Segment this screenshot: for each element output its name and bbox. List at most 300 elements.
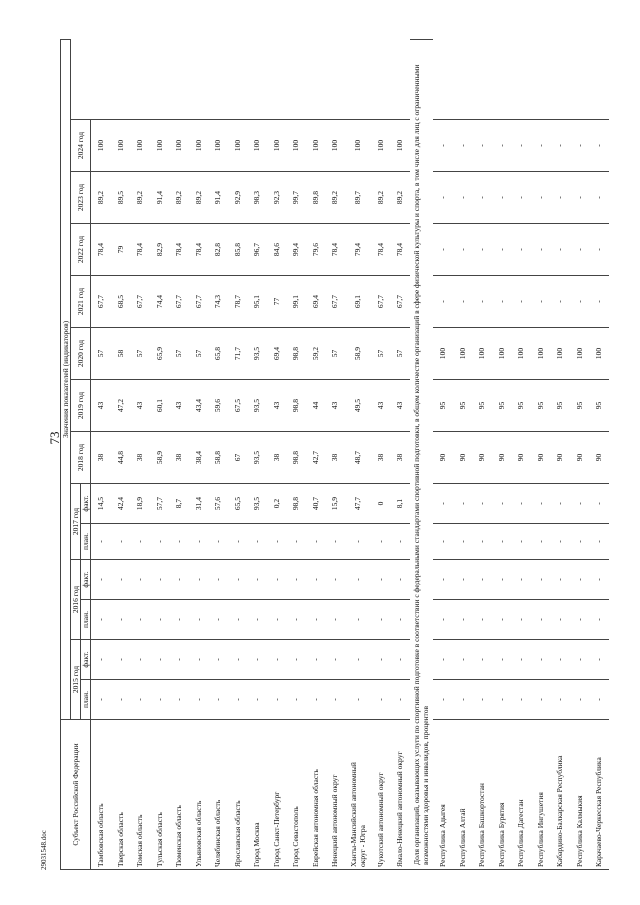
value-cell: 74,4 <box>150 276 170 328</box>
value-cell: 100 <box>111 120 131 172</box>
value-cell: - <box>589 120 609 172</box>
value-cell: - <box>531 640 551 680</box>
value-cell: - <box>247 600 267 640</box>
value-cell: - <box>570 224 590 276</box>
value-cell: - <box>492 524 512 560</box>
value-cell: - <box>390 600 410 640</box>
value-cell: - <box>570 172 590 224</box>
rotated-table-wrapper <box>60 40 604 870</box>
value-cell: 31,4 <box>189 484 209 524</box>
indicator-table <box>60 39 609 870</box>
value-cell: - <box>472 560 492 600</box>
value-cell: - <box>570 560 590 600</box>
value-cell: 92,3 <box>267 172 287 224</box>
value-cell: - <box>228 640 248 680</box>
plan-header: план. <box>81 600 91 640</box>
table-row <box>150 39 170 869</box>
value-cell: - <box>150 640 170 680</box>
value-cell: - <box>472 276 492 328</box>
value-cell: - <box>492 640 512 680</box>
value-cell: - <box>247 680 267 720</box>
value-cell: 82,8 <box>208 224 228 276</box>
table-row <box>433 39 453 869</box>
value-cell: 82,9 <box>150 224 170 276</box>
value-cell: 57 <box>169 328 189 380</box>
value-cell: - <box>306 560 326 600</box>
value-cell: 57 <box>189 328 209 380</box>
value-cell: - <box>531 524 551 560</box>
value-cell: - <box>111 640 131 680</box>
table-row <box>130 39 150 869</box>
table-row <box>492 39 512 869</box>
region-name-text: Ненецкий автономный округ <box>330 774 340 867</box>
value-cell: 95 <box>570 380 590 432</box>
region-name <box>453 720 473 870</box>
value-cell: 57 <box>130 328 150 380</box>
region-name-text: Республика Бурятия <box>496 802 506 867</box>
table-row <box>472 39 492 869</box>
value-cell: - <box>511 524 531 560</box>
value-cell: 90 <box>589 432 609 484</box>
value-cell: 95 <box>492 380 512 432</box>
value-cell: - <box>267 680 287 720</box>
value-cell: - <box>492 484 512 524</box>
year-header: 2024 год <box>71 120 91 172</box>
value-cell: - <box>453 560 473 600</box>
value-cell: - <box>111 560 131 600</box>
value-cell: - <box>208 560 228 600</box>
value-cell: - <box>550 120 570 172</box>
value-cell: - <box>150 680 170 720</box>
value-cell: - <box>169 524 189 560</box>
value-cell: - <box>550 560 570 600</box>
value-cell: 67,7 <box>189 276 209 328</box>
region-name <box>492 720 512 870</box>
value-cell: - <box>267 600 287 640</box>
value-cell: 15,9 <box>325 484 345 524</box>
region-name-text: Республика Калмыкия <box>574 795 584 867</box>
region-name-text: Тюменская область <box>174 805 184 867</box>
value-cell: - <box>325 640 345 680</box>
value-cell: - <box>511 680 531 720</box>
value-cell: 90 <box>550 432 570 484</box>
value-cell: - <box>472 600 492 640</box>
value-cell: 85,8 <box>228 224 248 276</box>
year-header: 2022 год <box>71 224 91 276</box>
fact-header: факт. <box>81 560 91 600</box>
region-name-text: Ярославская область <box>232 800 242 867</box>
table-row <box>570 39 590 869</box>
value-cell: 43 <box>371 380 391 432</box>
value-cell: - <box>433 224 453 276</box>
value-cell: 43 <box>91 380 111 432</box>
value-cell: - <box>169 680 189 720</box>
value-cell: - <box>511 224 531 276</box>
value-cell: - <box>433 120 453 172</box>
value-cell: - <box>390 524 410 560</box>
value-cell: - <box>325 600 345 640</box>
value-cell: - <box>531 276 551 328</box>
value-cell: - <box>433 484 453 524</box>
table-row <box>267 39 287 869</box>
value-cell: 96,7 <box>247 224 267 276</box>
value-cell: - <box>570 484 590 524</box>
year-header: 2021 год <box>71 276 91 328</box>
table-row <box>306 39 326 869</box>
value-cell: - <box>267 560 287 600</box>
value-cell: 77 <box>267 276 287 328</box>
value-cell: - <box>150 560 170 600</box>
value-cell: 67,7 <box>390 276 410 328</box>
value-cell: 47,2 <box>111 380 131 432</box>
value-cell: - <box>589 276 609 328</box>
value-cell: - <box>511 172 531 224</box>
value-cell: 100 <box>531 328 551 380</box>
value-cell: 93,5 <box>247 484 267 524</box>
value-cell: 0 <box>371 484 391 524</box>
value-cell: 57,6 <box>208 484 228 524</box>
value-cell: - <box>550 172 570 224</box>
value-cell: 78,7 <box>228 276 248 328</box>
value-cell: 95 <box>589 380 609 432</box>
value-cell: - <box>531 120 551 172</box>
value-cell: 90 <box>433 432 453 484</box>
year-header: 2017 год <box>71 484 81 560</box>
value-cell: 58 <box>111 328 131 380</box>
value-cell: 100 <box>371 120 391 172</box>
value-cell: 57 <box>325 328 345 380</box>
value-cell: 95 <box>472 380 492 432</box>
value-cell: 100 <box>91 120 111 172</box>
value-cell: 59,2 <box>306 328 326 380</box>
value-cell: - <box>208 640 228 680</box>
value-cell: - <box>189 524 209 560</box>
value-cell: 44,8 <box>111 432 131 484</box>
fact-header: факт. <box>81 640 91 680</box>
region-name <box>169 720 189 870</box>
region-name-text: Город Москва <box>252 822 262 867</box>
value-cell: 98,8 <box>286 328 306 380</box>
value-cell: 100 <box>325 120 345 172</box>
page-number: 73 <box>47 431 62 445</box>
region-name <box>511 720 531 870</box>
value-cell: 78,4 <box>189 224 209 276</box>
value-cell: - <box>453 484 473 524</box>
value-cell: - <box>433 524 453 560</box>
region-name <box>189 720 209 870</box>
table-row <box>589 39 609 869</box>
table-row <box>511 39 531 869</box>
indicators-header: Значения показателей (индикаторов) <box>61 39 71 719</box>
value-cell: 78,4 <box>169 224 189 276</box>
value-cell: 38 <box>390 432 410 484</box>
year-header: 2019 год <box>71 380 91 432</box>
year-header: 2023 год <box>71 172 91 224</box>
value-cell: 90 <box>511 432 531 484</box>
region-name <box>472 720 492 870</box>
value-cell: 95 <box>511 380 531 432</box>
value-cell: 58,8 <box>208 432 228 484</box>
value-cell: - <box>511 600 531 640</box>
region-name-text: Республика Адыгея <box>438 804 448 867</box>
value-cell: - <box>511 276 531 328</box>
value-cell: - <box>550 600 570 640</box>
fact-header: факт. <box>81 484 91 524</box>
region-name <box>208 720 228 870</box>
value-cell: 65,8 <box>208 328 228 380</box>
table-row <box>228 39 248 869</box>
value-cell: - <box>286 680 306 720</box>
value-cell: 69,1 <box>345 276 371 328</box>
table-row <box>247 39 267 869</box>
subject-header: Субъект Российской Федерации <box>61 720 91 870</box>
value-cell: - <box>345 600 371 640</box>
value-cell: 43 <box>390 380 410 432</box>
table-row <box>189 39 209 869</box>
value-cell: 100 <box>286 120 306 172</box>
value-cell: 90 <box>472 432 492 484</box>
region-name <box>325 720 345 870</box>
region-name-text: Ханты-Мансийский автономный <box>348 762 358 867</box>
value-cell: 57,7 <box>150 484 170 524</box>
value-cell: - <box>472 640 492 680</box>
value-cell: - <box>228 560 248 600</box>
value-cell: - <box>570 680 590 720</box>
region-name-text: Томская область <box>135 814 145 867</box>
value-cell: - <box>492 120 512 172</box>
table-body <box>91 39 609 869</box>
value-cell: 89,8 <box>306 172 326 224</box>
value-cell: 69,4 <box>306 276 326 328</box>
value-cell: - <box>228 524 248 560</box>
value-cell: - <box>345 640 371 680</box>
region-name-text: Ямало-Ненецкий автономный округ <box>395 751 405 867</box>
region-name-text: Карачаево-Черкесская Республика <box>594 757 604 867</box>
section-title: Доля организаций, оказывающих услуги по спортивной подготовке в соответствии с федеральными стандартами спортивной подготовки, в общем количестве организаций в сфере физической культуры и спорта, в том числе для лиц с ограниченными возможностями здоровья и инвалидов, процентов <box>410 39 434 869</box>
value-cell: - <box>345 524 371 560</box>
value-cell: 14,5 <box>91 484 111 524</box>
region-name-text: Челябинская область <box>213 799 223 867</box>
value-cell: 95 <box>433 380 453 432</box>
value-cell: - <box>550 680 570 720</box>
region-name <box>371 720 391 870</box>
value-cell: 92,9 <box>228 172 248 224</box>
value-cell: - <box>531 484 551 524</box>
value-cell: - <box>453 224 473 276</box>
region-name-text: Чукотский автономный округ <box>375 772 385 867</box>
value-cell: - <box>228 680 248 720</box>
value-cell: 90 <box>531 432 551 484</box>
value-cell: - <box>492 560 512 600</box>
value-cell: 78,4 <box>91 224 111 276</box>
value-cell: 93,5 <box>247 380 267 432</box>
table-row <box>111 39 131 869</box>
value-cell: 78,4 <box>325 224 345 276</box>
table-row <box>390 39 410 869</box>
value-cell: - <box>208 524 228 560</box>
value-cell: - <box>472 120 492 172</box>
value-cell: 8,7 <box>169 484 189 524</box>
value-cell: - <box>589 224 609 276</box>
value-cell: 89,5 <box>111 172 131 224</box>
value-cell: 43 <box>325 380 345 432</box>
value-cell: 95 <box>531 380 551 432</box>
value-cell: - <box>589 484 609 524</box>
value-cell: - <box>91 680 111 720</box>
value-cell: - <box>150 600 170 640</box>
region-name <box>130 720 150 870</box>
plan-header: план. <box>81 680 91 720</box>
value-cell: - <box>306 680 326 720</box>
table-row <box>550 39 570 869</box>
value-cell: - <box>492 276 512 328</box>
value-cell: 38 <box>267 432 287 484</box>
region-name-text: Республика Башкортостан <box>477 783 487 867</box>
region-name <box>570 720 590 870</box>
value-cell: 98,8 <box>286 380 306 432</box>
value-cell: - <box>247 560 267 600</box>
value-cell: 100 <box>267 120 287 172</box>
value-cell: - <box>267 524 287 560</box>
value-cell: - <box>371 560 391 600</box>
value-cell: 38,4 <box>189 432 209 484</box>
value-cell: - <box>453 172 473 224</box>
value-cell: 84,6 <box>267 224 287 276</box>
value-cell: - <box>325 680 345 720</box>
value-cell: 68,5 <box>111 276 131 328</box>
region-name <box>286 720 306 870</box>
value-cell: 67 <box>228 432 248 484</box>
value-cell: 91,4 <box>208 172 228 224</box>
region-name-text: Республика Ингушетия <box>535 792 545 867</box>
value-cell: 100 <box>169 120 189 172</box>
value-cell: 67,7 <box>169 276 189 328</box>
region-name <box>589 720 609 870</box>
value-cell: - <box>169 560 189 600</box>
value-cell: 44 <box>306 380 326 432</box>
value-cell: - <box>111 524 131 560</box>
value-cell: 48,7 <box>345 432 371 484</box>
value-cell: - <box>472 172 492 224</box>
value-cell: - <box>453 524 473 560</box>
value-cell: - <box>531 560 551 600</box>
value-cell: 65,9 <box>150 328 170 380</box>
value-cell: 100 <box>453 328 473 380</box>
value-cell: 95 <box>453 380 473 432</box>
value-cell: - <box>91 640 111 680</box>
value-cell: 40,7 <box>306 484 326 524</box>
value-cell: - <box>371 600 391 640</box>
value-cell: 100 <box>492 328 512 380</box>
value-cell: - <box>91 600 111 640</box>
section-row <box>410 39 434 869</box>
value-cell: - <box>306 524 326 560</box>
value-cell: - <box>433 172 453 224</box>
value-cell: 78,4 <box>130 224 150 276</box>
value-cell: 90 <box>453 432 473 484</box>
value-cell: - <box>286 640 306 680</box>
year-header: 2018 год <box>71 432 91 484</box>
value-cell: - <box>390 640 410 680</box>
value-cell: - <box>492 680 512 720</box>
region-name <box>433 720 453 870</box>
region-name-text: Город Санкт-Петербург <box>271 791 281 867</box>
value-cell: - <box>189 560 209 600</box>
value-cell: - <box>453 640 473 680</box>
value-cell: - <box>589 524 609 560</box>
value-cell: 67,7 <box>91 276 111 328</box>
table-row <box>531 39 551 869</box>
value-cell: 100 <box>306 120 326 172</box>
value-cell: - <box>267 640 287 680</box>
value-cell: 60,1 <box>150 380 170 432</box>
value-cell: - <box>208 600 228 640</box>
value-cell: - <box>371 680 391 720</box>
value-cell: 100 <box>130 120 150 172</box>
value-cell: 58,9 <box>150 432 170 484</box>
region-name <box>111 720 131 870</box>
value-cell: 100 <box>550 328 570 380</box>
value-cell: - <box>228 600 248 640</box>
region-name <box>390 720 410 870</box>
value-cell: - <box>247 524 267 560</box>
region-name-text: Тульская область <box>154 812 164 867</box>
value-cell: 38 <box>325 432 345 484</box>
value-cell: 100 <box>150 120 170 172</box>
value-cell: 100 <box>570 328 590 380</box>
value-cell: 89,2 <box>130 172 150 224</box>
value-cell: - <box>306 640 326 680</box>
value-cell: 93,5 <box>247 432 267 484</box>
value-cell: - <box>589 172 609 224</box>
value-cell: 91,4 <box>150 172 170 224</box>
value-cell: - <box>589 680 609 720</box>
footer-doc-id: 29031548.doc <box>40 830 48 870</box>
value-cell: - <box>130 524 150 560</box>
region-name-text: Город Севастополь <box>291 806 301 867</box>
value-cell: - <box>345 680 371 720</box>
region-name-text: Тамбовская область <box>96 803 106 867</box>
value-cell: 95 <box>550 380 570 432</box>
value-cell: 18,9 <box>130 484 150 524</box>
value-cell: 67,5 <box>228 380 248 432</box>
region-name <box>247 720 267 870</box>
value-cell: - <box>531 600 551 640</box>
value-cell: 98,8 <box>286 432 306 484</box>
value-cell: - <box>531 224 551 276</box>
value-cell: - <box>531 680 551 720</box>
value-cell: - <box>492 172 512 224</box>
value-cell: - <box>570 276 590 328</box>
table-header <box>61 39 91 869</box>
value-cell: - <box>453 276 473 328</box>
value-cell: - <box>286 600 306 640</box>
value-cell: - <box>511 640 531 680</box>
region-name <box>91 720 111 870</box>
value-cell: 71,7 <box>228 328 248 380</box>
value-cell: - <box>306 600 326 640</box>
value-cell: - <box>130 640 150 680</box>
value-cell: 43 <box>169 380 189 432</box>
value-cell: - <box>433 276 453 328</box>
value-cell: 95,1 <box>247 276 267 328</box>
value-cell: - <box>492 600 512 640</box>
value-cell: 74,3 <box>208 276 228 328</box>
value-cell: - <box>453 680 473 720</box>
value-cell: 100 <box>511 328 531 380</box>
region-name <box>306 720 326 870</box>
value-cell: 90 <box>570 432 590 484</box>
